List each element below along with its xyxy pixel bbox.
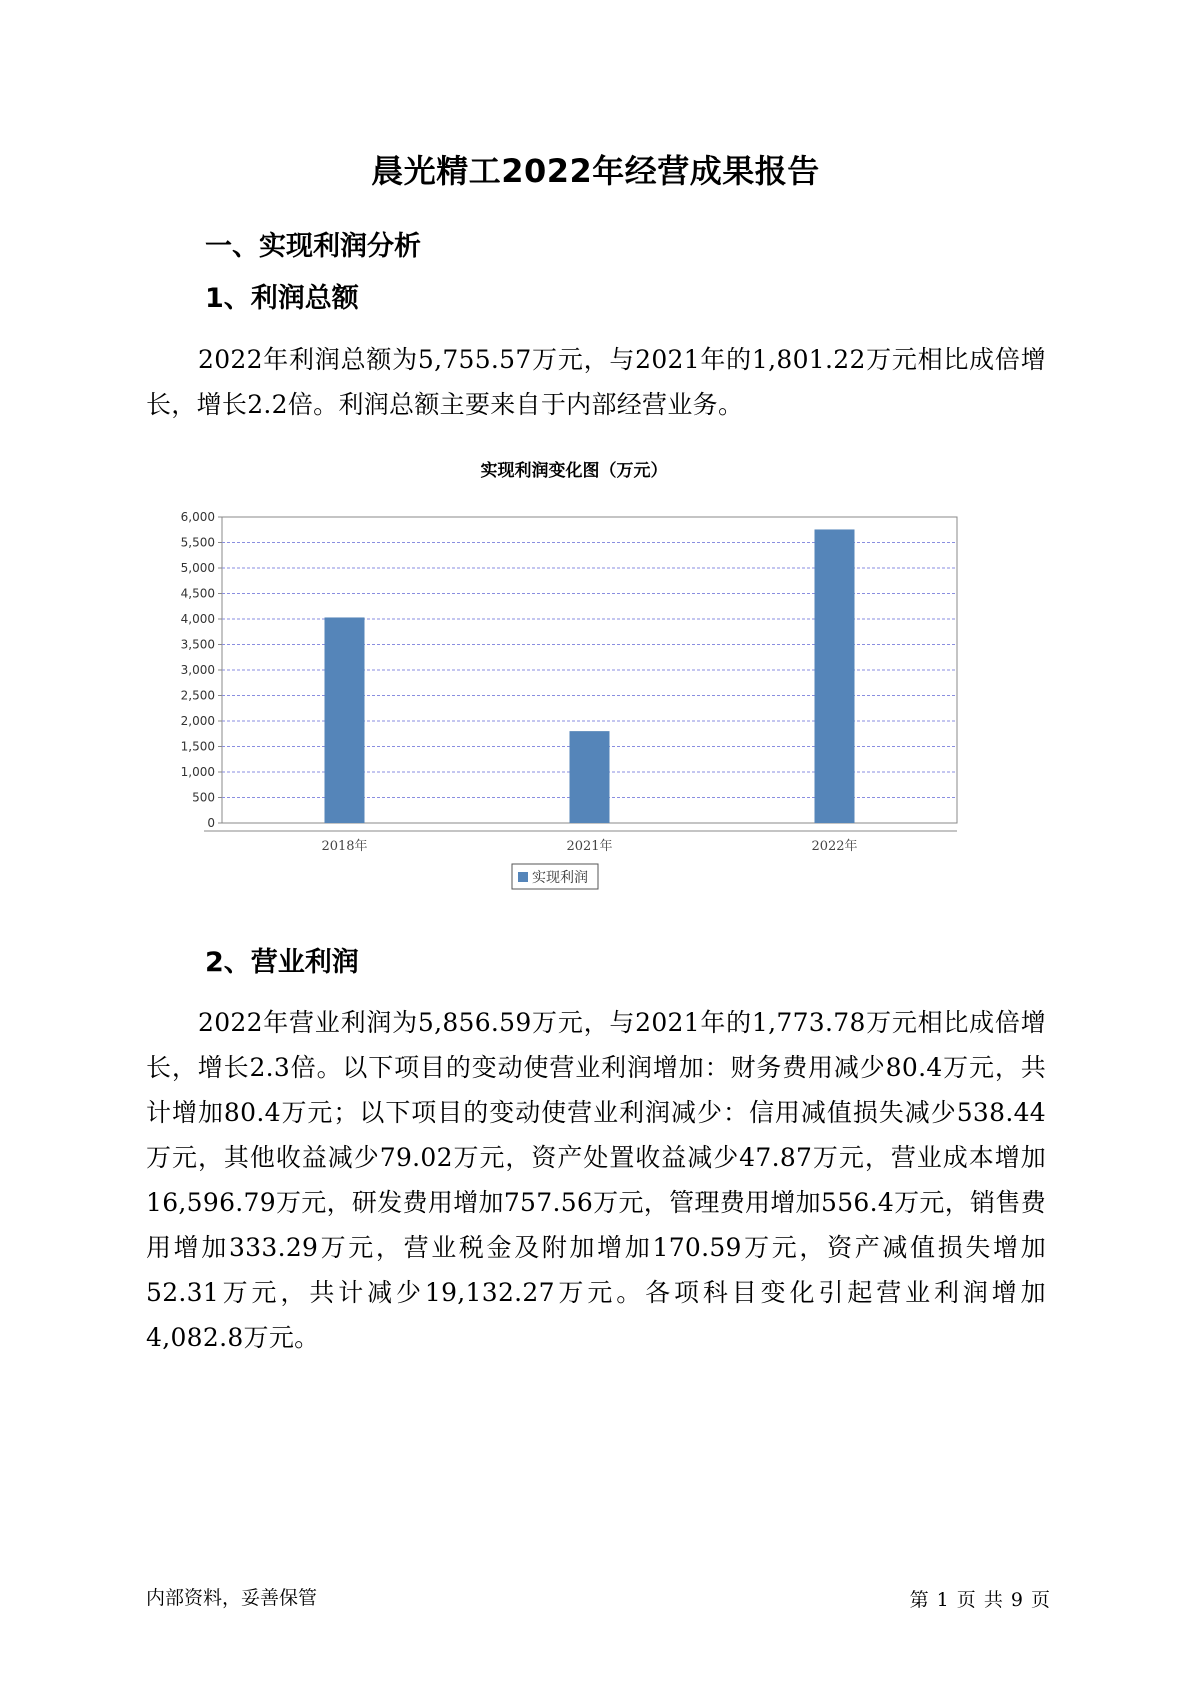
y-tick-label: 5,500 xyxy=(180,535,215,550)
y-tick-label: 1,000 xyxy=(180,765,215,779)
chart-title: 实现利润变化图（万元） xyxy=(480,461,668,481)
bar-2018年 xyxy=(325,617,365,823)
legend-label: 实现利润 xyxy=(532,870,588,886)
y-axis-ticks xyxy=(181,510,222,830)
subsection-heading-operating-profit: 2、营业利润 xyxy=(205,947,359,978)
document-title: 晨光精工2022年经营成果报告 xyxy=(371,152,820,190)
x-axis-labels xyxy=(321,838,857,854)
bars xyxy=(325,529,855,823)
x-category-label: 2022年 xyxy=(811,839,858,854)
y-tick-label: 0 xyxy=(207,816,215,830)
paragraph-total-profit: 2022年利润总额为5,755.57万元，与2021年的1,801.22万元相比成倍增长，增长2.2倍。利润总额主要来自于内部经营业务。 xyxy=(146,345,1046,419)
footer-confidential-note: 内部资料，妥善保管 xyxy=(146,1587,318,1609)
chart-legend xyxy=(512,864,598,889)
y-tick-label: 3,500 xyxy=(180,637,215,652)
bar-2022年 xyxy=(815,529,855,823)
y-tick-label: 5,000 xyxy=(180,561,215,575)
y-tick-label: 6,000 xyxy=(180,510,215,524)
y-tick-label: 4,000 xyxy=(180,612,215,626)
y-tick-label: 3,000 xyxy=(180,663,215,677)
section-heading-profit-analysis: 一、实现利润分析 xyxy=(205,231,421,262)
x-category-label: 2018年 xyxy=(321,839,368,854)
bar-2021年 xyxy=(570,731,610,823)
chart-canvas xyxy=(150,450,1040,910)
x-category-label: 2021年 xyxy=(566,839,613,854)
paragraph-operating-profit: 2022年营业利润为5,856.59万元，与2021年的1,773.78万元相比成倍增长，增长2.3倍。以下项目的变动使营业利润增加：财务费用减少80.4万元，共计增加80.4万元；以下项目的变动使营业利润减少：信用减值损失减少538.44万元，其他收益减少79.02万元，资产处置收益减少47.87万元，营业成本增加16,596.79万元，研发费用增加757.56万元，管理费用增加556.4万元，销售费用增加333.29万元，营业税金及附加增加170.59万元，资产减值损失增加52.31万元，共计减少19,132.27万元。各项科目变化引起营业利润增加4,082.8万元。 xyxy=(146,1008,1046,1352)
y-tick-label: 500 xyxy=(192,790,215,805)
y-tick-label: 1,500 xyxy=(180,739,215,754)
y-tick-label: 2,000 xyxy=(180,714,215,728)
footer-page-number: 第 1 页 共 9 页 xyxy=(909,1589,1051,1611)
legend-swatch xyxy=(518,872,528,882)
y-tick-label: 4,500 xyxy=(180,586,215,601)
y-tick-label: 2,500 xyxy=(180,688,215,703)
profit-bar-chart xyxy=(150,450,1040,910)
subsection-heading-total-profit: 1、利润总额 xyxy=(205,283,359,314)
